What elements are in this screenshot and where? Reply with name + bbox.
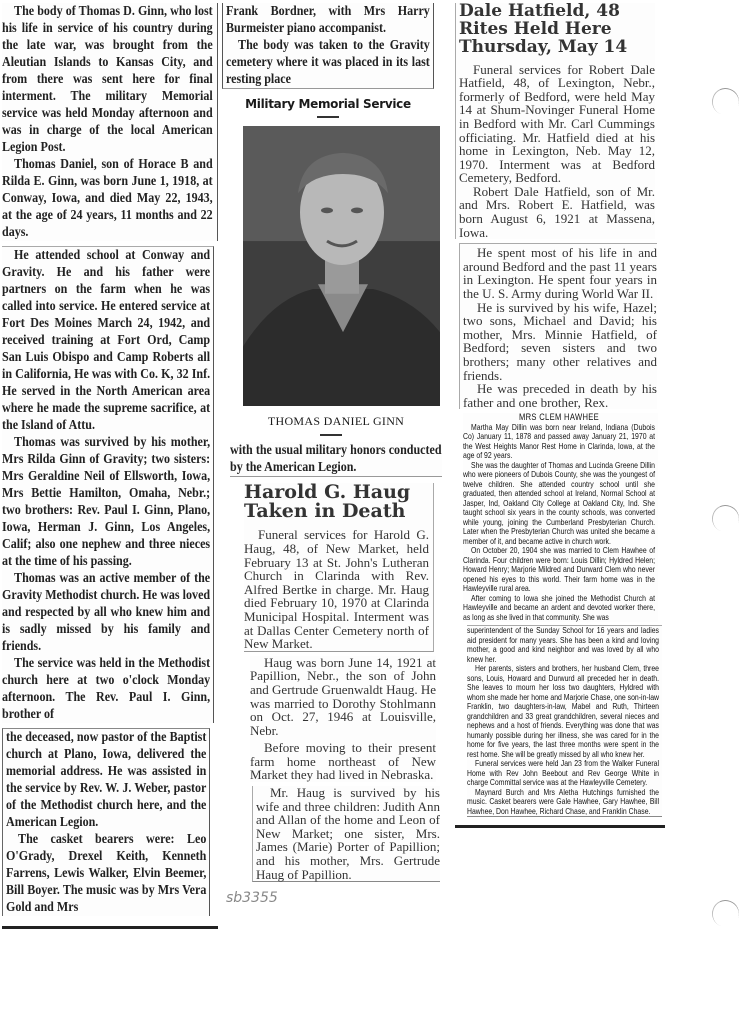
hole-punch-mark xyxy=(708,896,743,931)
column-1 xyxy=(2,3,218,929)
text-block xyxy=(230,442,442,476)
portrait-silhouette-icon xyxy=(243,126,440,406)
paragraph: Before moving to their present farm home northeast of New Market they had lived in Nebraska. xyxy=(250,740,436,783)
article-headline: Harold G. Haug Taken in Death xyxy=(244,480,411,523)
paragraph: Thomas was survived by his mother, Mrs Rilda Ginn of Gravity; two sisters: Mrs Geraldine Neil of Ellsworth, Iowa, Mrs Bettie Hamilton, Omaha, Nebr.; two brothers: Rev. Paul I. Ginn, Plano, Iowa, Herman J. Ginn, Los Angeles, Calif; also one nephew and three nieces at the time of his passing. xyxy=(2,435,211,569)
paragraph: Maynard Burch and Mrs Aletha Hutchings furnished the music. Casket bearers were Gale Hawhee, Gary Hawhee, Bill Hawhee, Don Hawhee, Richard Chase, and Franklin Chase. xyxy=(467,786,659,816)
paragraph: Martha May Dillin was born near Ireland, Indiana (Dubois Co) January 11, 1878 and passed away January 21, 1970 at the West Heights Manor Rest Home in Clarinda, Iowa, at the age of 92 years. xyxy=(463,421,655,461)
paragraph: with the usual military honors conducted by the American Legion. xyxy=(230,442,442,475)
ginn-clipping-closing xyxy=(230,442,442,477)
column-2 xyxy=(222,3,450,906)
paragraph: She was the daughter of Thomas and Lucinda Greene Dillin who were pioneers of Dubois County, she was the youngest of twelve children. She attended country school until she graduated, then attended school at Ireland, Normal School at Jasper, Ind, Oakland City College at Oakland City, Ind. She taught school six years in the county schools, was converted while young, joining the Cumberland Presbyterian Church. Later when the Presbyterian Church was united she became a member of it, and became active in church work. xyxy=(463,459,655,546)
article-headline: MRS CLEM HAWHEE xyxy=(518,412,600,424)
text-block xyxy=(226,3,430,88)
divider xyxy=(320,434,342,436)
clipping-edge xyxy=(2,926,218,929)
paragraph: superintendent of the Sunday School for 16 years and ladies aid president for many years. She has been a kind and loving mother, a good and kind neighbor and was loved by all who knew her. xyxy=(467,625,659,664)
divider xyxy=(317,116,339,118)
clipping-edge xyxy=(455,825,665,828)
ginn-clipping-part-4 xyxy=(222,3,434,89)
hole-punch-mark xyxy=(708,501,743,536)
paragraph: Her parents, sisters and brothers, her husband Clem, three sons, Louis, Howard and Durwurd all preceded her in death. She leaves to mourn her loss two daughters, Hyldred with whom she made her home and Marjorie Chase, one son-in-law Franklin, two daughters-in-law, Mabel and Ruth, Thirteen grandchildren and 33 great grandchildren, several nieces and nephews and a host of friends. Everything was done that was humanly possible during her illness, she was cared for in the home for five years, the last three months were spent in the rest home. She will be greatly missed by all who knew her. xyxy=(467,663,659,759)
paragraph: Funeral services for Robert Dale Hatfield, 48, of Lexington, Nebr., formerly of Bedford, were held May 14 at Shum-Novinger Funeral Home in Bedford with Mr. Carl Cummings officiating. Mr. Hatfield died at his home in Lexington, Neb. May 12, 1970. Interment was at Bedford Cemetery, Bedford. xyxy=(459,61,655,186)
hatfield-clipping-part-1 xyxy=(455,3,655,239)
paragraph: He attended school at Conway and Gravity. He and his father were partners on the farm when he was called into service. He entered service at Fort Des Moines March 24, 1942, and received training at Fort Ord, Camp San Luis Obispo and Camp Roberts all in California, He was with Co. K, 32 Inf. He served in the North American area where he made the supreme sacrifice, at the Island of Attu. xyxy=(2,248,211,433)
haug-clipping-part-1 xyxy=(244,480,434,652)
text-block xyxy=(467,626,659,816)
hawhee-clipping-part-1 xyxy=(463,413,658,622)
hatfield-clipping-part-2 xyxy=(459,243,657,409)
paragraph: On October 20, 1904 she was married to Clem Hawhee of Clarinda. Four children were born: Louis Dillin; Hyldred Helen; Howard Henry; Marjorie Mildred and Durward Clem who never opened his eyes to this world. Their farm home was in the Hawleyville rural area. xyxy=(463,545,655,594)
paragraph: Haug was born June 14, 1921 at Papillion, Nebr., the son of John and Gertrude Gruenwaldt Haug. He was married to Dorothy Stohlmann on Oct. 27, 1946 at Louisville, Nebr. xyxy=(250,654,436,738)
paragraph: Frank Bordner, with Mrs Harry Burmeister piano accompanist. xyxy=(226,4,430,36)
article-headline: Dale Hatfield, 48 Rites Held Here Thursday, May 14 xyxy=(459,1,628,57)
paragraph: He spent most of his life in and around Bedford and the past 11 years in Lexington. He spent four years in the U. S. Army during World War II. xyxy=(463,245,657,302)
archive-number: sb3355 xyxy=(226,890,278,907)
paragraph: The casket bearers were: Leo O'Grady, Drexel Keith, Kenneth Farrens, Lewis Walker, Elvin Beemer, Bill Boyer. The music was by Mrs Vera Gold and Mrs xyxy=(6,832,207,915)
paragraph: Funeral services were held Jan 23 from the Walker Funeral Home with Rev John Beebout and Rev George White in charge Committal service was at the Hawleyville Cemetery. xyxy=(467,758,659,788)
paragraph: Mr. Haug is survived by his wife and three children: Judith Ann and Allan of the home and Leon of New Market; one sister, Mrs. James (Marie) Porter of Papillion; and his mother, Mrs. Gertrude Haug of Papillion. xyxy=(256,785,440,882)
paragraph: He is survived by his wife, Hazel; two sons, Michael and David; his mother, Mrs. Minnie Hatfield, of Bedford; seven sisters and two brothers; many other relatives and friends. xyxy=(463,299,657,383)
photo-caption: THOMAS DANIEL GINN xyxy=(267,414,405,428)
haug-clipping-part-3 xyxy=(252,786,440,882)
haug-clipping-part-2 xyxy=(250,656,436,782)
paragraph: The service was held in the Methodist church here at two o'clock Monday afternoon. The Rev. Paul I. Ginn, brother of xyxy=(2,656,211,722)
ginn-clipping-part-1 xyxy=(2,3,218,241)
paragraph: Robert Dale Hatfield, son of Mr. and Mrs. Robert E. Hatfield, was born August 6, 1921 at Massena, Iowa. xyxy=(459,183,655,240)
photo-heading: Military Memorial Service xyxy=(245,97,411,111)
hole-punch-mark xyxy=(708,84,743,119)
hawhee-clipping-part-2 xyxy=(467,625,662,817)
text-block xyxy=(463,413,655,622)
text-block xyxy=(2,3,213,241)
paragraph: After coming to Iowa she joined the Methodist Church at Hawleyville and became an ardent and devoted worker there, as long as she lived in that community. She was xyxy=(463,592,655,622)
portrait-photo xyxy=(243,126,440,406)
paragraph: He was preceded in death by his father and one brother, Rex. xyxy=(463,381,657,410)
text-block xyxy=(6,729,206,916)
ginn-clipping-part-3 xyxy=(2,728,210,916)
paragraph: The body was taken to the Gravity cemetery where it was placed in its last resting place xyxy=(226,38,430,87)
text-block xyxy=(2,247,210,723)
paragraph: the deceased, now pastor of the Baptist church at Plano, Iowa, delivered the memorial address. He was assisted in the service by Rev. W. J. Weber, pastor of the Methodist church here, and the American Legion. xyxy=(6,730,207,830)
paragraph: Thomas Daniel, son of Horace B and Rilda E. Ginn, was born June 1, 1918, at Conway, Iowa, and died May 22, 1943, at the age of 24 years, 11 months and 22 days. xyxy=(2,157,213,240)
paragraph: Thomas was an active member of the Gravity Methodist church. He was loved and respected by all who knew him and is sadly missed by his family and friends. xyxy=(2,571,211,654)
ginn-clipping-part-2 xyxy=(2,246,214,723)
paragraph: The body of Thomas D. Ginn, who lost his life in service of his country during the late war, was brought from the Aleutian Islands to Kansas City, and from there was sent here for final interment. The military Memorial service was held Monday afternoon and was in charge of the local American Legion Post. xyxy=(2,4,213,155)
paragraph: Funeral services for Harold G. Haug, 48, of New Market, held February 13 at St. John's Lutheran Church in Clarinda with Rev. Alfred Bertke in charge. Mr. Haug died February 10, 1970 at Clarinda Municipal Hospital. Interment was at Dallas Center Cemetery north of New Market. xyxy=(244,527,429,652)
column-3 xyxy=(455,3,665,828)
